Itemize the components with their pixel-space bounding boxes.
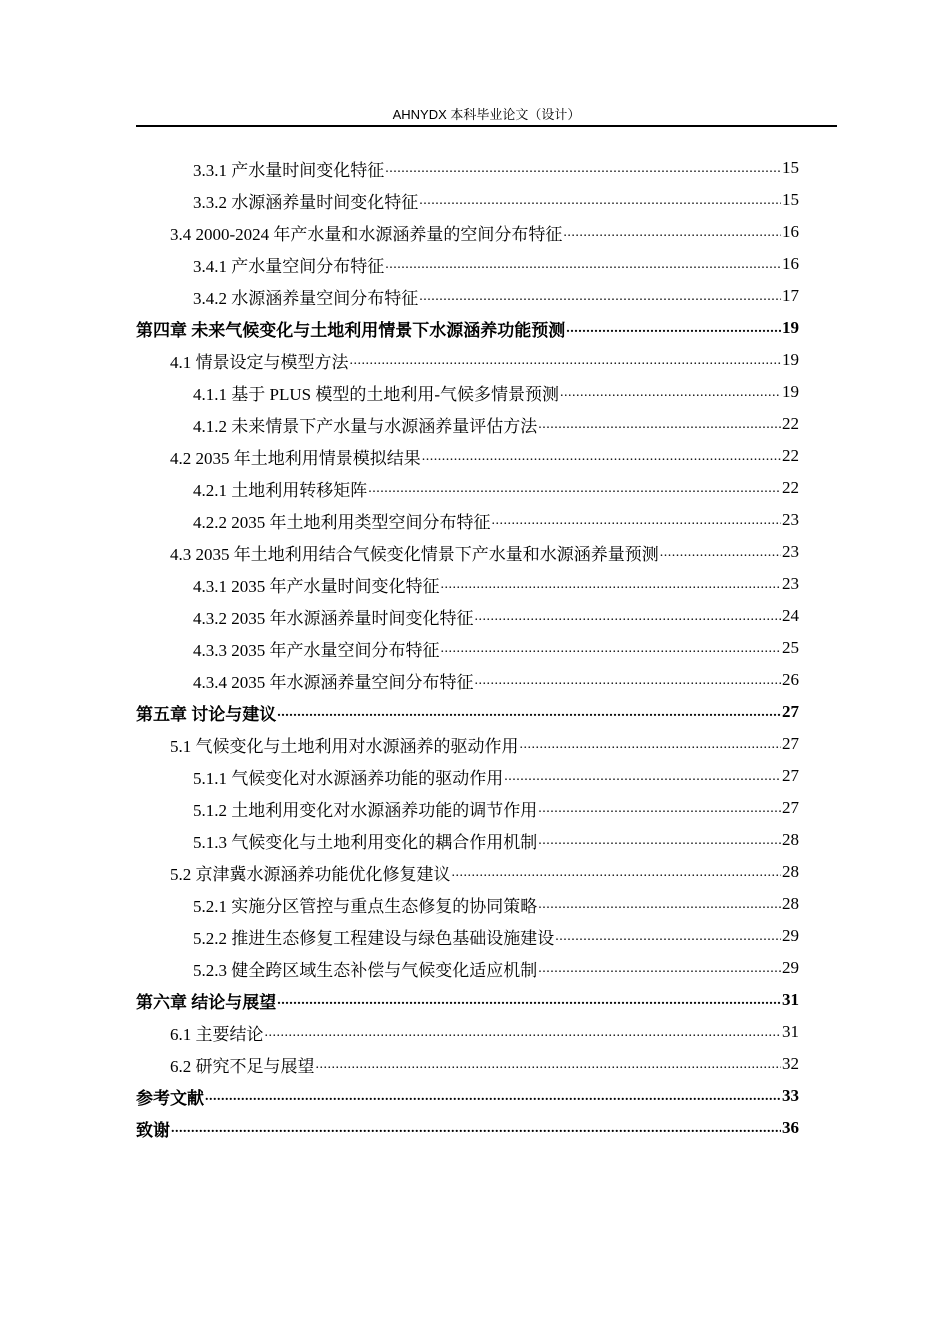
toc-leader-dots bbox=[205, 1086, 781, 1106]
toc-entry-page-number: 17 bbox=[782, 286, 799, 305]
toc-entry[interactable] bbox=[136, 1112, 799, 1144]
toc-entry-label: 致谢 bbox=[136, 1120, 170, 1140]
toc-entry-label: 5.2.2 推进生态修复工程建设与绿色基础设施建设 bbox=[193, 928, 555, 948]
toc-entry[interactable] bbox=[136, 600, 799, 632]
toc-entry-label: 4.3.1 2035 年产水量时间变化特征 bbox=[193, 576, 440, 596]
toc-leader-dots bbox=[316, 1054, 782, 1074]
toc-leader-dots bbox=[277, 702, 781, 722]
toc-leader-dots bbox=[475, 606, 782, 626]
toc-entry-page-number: 31 bbox=[782, 1022, 799, 1041]
toc-leader-dots bbox=[475, 670, 782, 690]
toc-entry[interactable] bbox=[136, 152, 799, 184]
toc-leader-dots bbox=[492, 510, 782, 530]
toc-entry[interactable] bbox=[136, 536, 799, 568]
toc-entry-label: 5.2.1 实施分区管控与重点生态修复的协同策略 bbox=[193, 896, 538, 916]
toc-leader-dots bbox=[555, 926, 781, 946]
toc-entry-page-number: 19 bbox=[782, 382, 799, 401]
toc-entry-page-number: 25 bbox=[782, 638, 799, 657]
table-of-contents bbox=[136, 152, 799, 1144]
toc-leader-dots bbox=[538, 798, 781, 818]
toc-entry-label: 第五章 讨论与建议 bbox=[136, 704, 277, 724]
toc-entry-page-number: 33 bbox=[782, 1086, 799, 1105]
toc-leader-dots bbox=[277, 990, 781, 1010]
toc-entry[interactable] bbox=[136, 664, 799, 696]
toc-entry-page-number: 32 bbox=[782, 1054, 799, 1073]
toc-entry-label: 5.2 京津冀水源涵养功能优化修复建议 bbox=[170, 864, 451, 884]
toc-entry-page-number: 26 bbox=[782, 670, 799, 689]
toc-leader-dots bbox=[350, 350, 782, 370]
toc-entry-page-number: 27 bbox=[782, 798, 799, 817]
toc-entry-page-number: 23 bbox=[782, 510, 799, 529]
toc-leader-dots bbox=[385, 158, 781, 178]
toc-entry-label: 4.3.3 2035 年产水量空间分布特征 bbox=[193, 640, 440, 660]
toc-entry[interactable] bbox=[136, 440, 799, 472]
toc-entry[interactable] bbox=[136, 984, 799, 1016]
toc-entry-label: 3.3.2 水源涵养量时间变化特征 bbox=[193, 192, 419, 212]
toc-entry[interactable] bbox=[136, 952, 799, 984]
toc-entry-page-number: 36 bbox=[782, 1118, 799, 1137]
toc-entry[interactable] bbox=[136, 472, 799, 504]
toc-entry[interactable] bbox=[136, 1016, 799, 1048]
toc-entry-label: 4.1 情景设定与模型方法 bbox=[170, 352, 349, 372]
toc-leader-dots bbox=[566, 318, 781, 338]
toc-entry-page-number: 28 bbox=[782, 830, 799, 849]
toc-leader-dots bbox=[538, 414, 781, 434]
toc-entry[interactable] bbox=[136, 696, 799, 728]
toc-entry-page-number: 28 bbox=[782, 894, 799, 913]
toc-entry-label: 3.4.1 产水量空间分布特征 bbox=[193, 256, 385, 276]
toc-leader-dots bbox=[660, 542, 781, 562]
toc-entry-label: 参考文献 bbox=[136, 1088, 204, 1108]
toc-entry[interactable] bbox=[136, 184, 799, 216]
toc-entry[interactable] bbox=[136, 856, 799, 888]
toc-entry[interactable] bbox=[136, 760, 799, 792]
toc-entry-label: 3.4.2 水源涵养量空间分布特征 bbox=[193, 288, 419, 308]
toc-entry[interactable] bbox=[136, 728, 799, 760]
toc-leader-dots bbox=[563, 222, 781, 242]
page-header: AHNYDX 本科毕业论文（设计） bbox=[392, 107, 581, 122]
toc-entry-page-number: 19 bbox=[782, 350, 799, 369]
toc-entry-page-number: 24 bbox=[782, 606, 799, 625]
toc-leader-dots bbox=[171, 1118, 781, 1138]
toc-entry-page-number: 22 bbox=[782, 478, 799, 497]
toc-leader-dots bbox=[538, 894, 781, 914]
toc-leader-dots bbox=[422, 446, 781, 466]
toc-leader-dots bbox=[385, 254, 781, 274]
toc-entry[interactable] bbox=[136, 376, 799, 408]
toc-entry-label: 4.3.4 2035 年水源涵养量空间分布特征 bbox=[193, 672, 474, 692]
toc-leader-dots bbox=[520, 734, 782, 754]
toc-entry-label: 第四章 未来气候变化与土地利用情景下水源涵养功能预测 bbox=[136, 320, 566, 340]
toc-entry[interactable] bbox=[136, 920, 799, 952]
toc-entry[interactable] bbox=[136, 248, 799, 280]
toc-entry[interactable] bbox=[136, 888, 799, 920]
toc-leader-dots bbox=[538, 830, 781, 850]
toc-leader-dots bbox=[441, 574, 782, 594]
toc-entry-page-number: 16 bbox=[782, 254, 799, 273]
toc-entry-page-number: 27 bbox=[782, 734, 799, 753]
toc-leader-dots bbox=[560, 382, 781, 402]
toc-entry-page-number: 16 bbox=[782, 222, 799, 241]
toc-entry-page-number: 29 bbox=[782, 926, 799, 945]
toc-entry-label: 6.2 研究不足与展望 bbox=[170, 1056, 315, 1076]
toc-entry-label: 5.1 气候变化与土地利用对水源涵养的驱动作用 bbox=[170, 736, 519, 756]
toc-entry[interactable] bbox=[136, 1048, 799, 1080]
toc-entry[interactable] bbox=[136, 568, 799, 600]
toc-leader-dots bbox=[452, 862, 782, 882]
toc-entry-label: 第六章 结论与展望 bbox=[136, 992, 277, 1012]
toc-entry[interactable] bbox=[136, 408, 799, 440]
toc-entry-label: 5.2.3 健全跨区域生态补偿与气候变化适应机制 bbox=[193, 960, 538, 980]
toc-leader-dots bbox=[419, 190, 781, 210]
toc-entry-label: 5.1.1 气候变化对水源涵养功能的驱动作用 bbox=[193, 768, 504, 788]
toc-entry-label: 4.1.1 基于 PLUS 模型的土地利用-气候多情景预测 bbox=[193, 384, 559, 404]
toc-entry-page-number: 15 bbox=[782, 190, 799, 209]
toc-entry-page-number: 22 bbox=[782, 414, 799, 433]
toc-entry[interactable] bbox=[136, 280, 799, 312]
toc-entry-page-number: 22 bbox=[782, 446, 799, 465]
toc-entry-label: 4.2.1 土地利用转移矩阵 bbox=[193, 480, 368, 500]
toc-leader-dots bbox=[419, 286, 781, 306]
toc-entry-label: 5.1.3 气候变化与土地利用变化的耦合作用机制 bbox=[193, 832, 538, 852]
toc-entry-label: 4.1.2 未来情景下产水量与水源涵养量评估方法 bbox=[193, 416, 538, 436]
toc-entry[interactable] bbox=[136, 1080, 799, 1112]
toc-entry[interactable] bbox=[136, 792, 799, 824]
toc-leader-dots bbox=[368, 478, 781, 498]
header-rule bbox=[136, 125, 837, 127]
toc-entry-label: 6.1 主要结论 bbox=[170, 1024, 264, 1044]
toc-entry[interactable] bbox=[136, 504, 799, 536]
toc-entry-page-number: 28 bbox=[782, 862, 799, 881]
toc-entry[interactable] bbox=[136, 312, 799, 344]
toc-leader-dots bbox=[538, 958, 781, 978]
toc-entry-page-number: 29 bbox=[782, 958, 799, 977]
toc-entry-label: 3.4 2000-2024 年产水量和水源涵养量的空间分布特征 bbox=[170, 224, 563, 244]
toc-leader-dots bbox=[441, 638, 782, 658]
toc-entry[interactable] bbox=[136, 216, 799, 248]
toc-entry-label: 5.1.2 土地利用变化对水源涵养功能的调节作用 bbox=[193, 800, 538, 820]
toc-entry-label: 4.2.2 2035 年土地利用类型空间分布特征 bbox=[193, 512, 491, 532]
toc-entry-page-number: 23 bbox=[782, 542, 799, 561]
toc-entry-page-number: 27 bbox=[782, 766, 799, 785]
toc-entry-label: 4.3.2 2035 年水源涵养量时间变化特征 bbox=[193, 608, 474, 628]
toc-entry[interactable] bbox=[136, 632, 799, 664]
toc-entry-label: 4.2 2035 年土地利用情景模拟结果 bbox=[170, 448, 421, 468]
toc-entry[interactable] bbox=[136, 344, 799, 376]
toc-entry[interactable] bbox=[136, 824, 799, 856]
toc-entry-page-number: 19 bbox=[782, 318, 799, 337]
toc-entry-page-number: 31 bbox=[782, 990, 799, 1009]
toc-leader-dots bbox=[504, 766, 781, 786]
toc-entry-label: 3.3.1 产水量时间变化特征 bbox=[193, 160, 385, 180]
toc-entry-label: 4.3 2035 年土地利用结合气候变化情景下产水量和水源涵养量预测 bbox=[170, 544, 659, 564]
toc-entry-page-number: 15 bbox=[782, 158, 799, 177]
toc-leader-dots bbox=[265, 1022, 782, 1042]
toc-entry-page-number: 23 bbox=[782, 574, 799, 593]
toc-entry-page-number: 27 bbox=[782, 702, 799, 721]
